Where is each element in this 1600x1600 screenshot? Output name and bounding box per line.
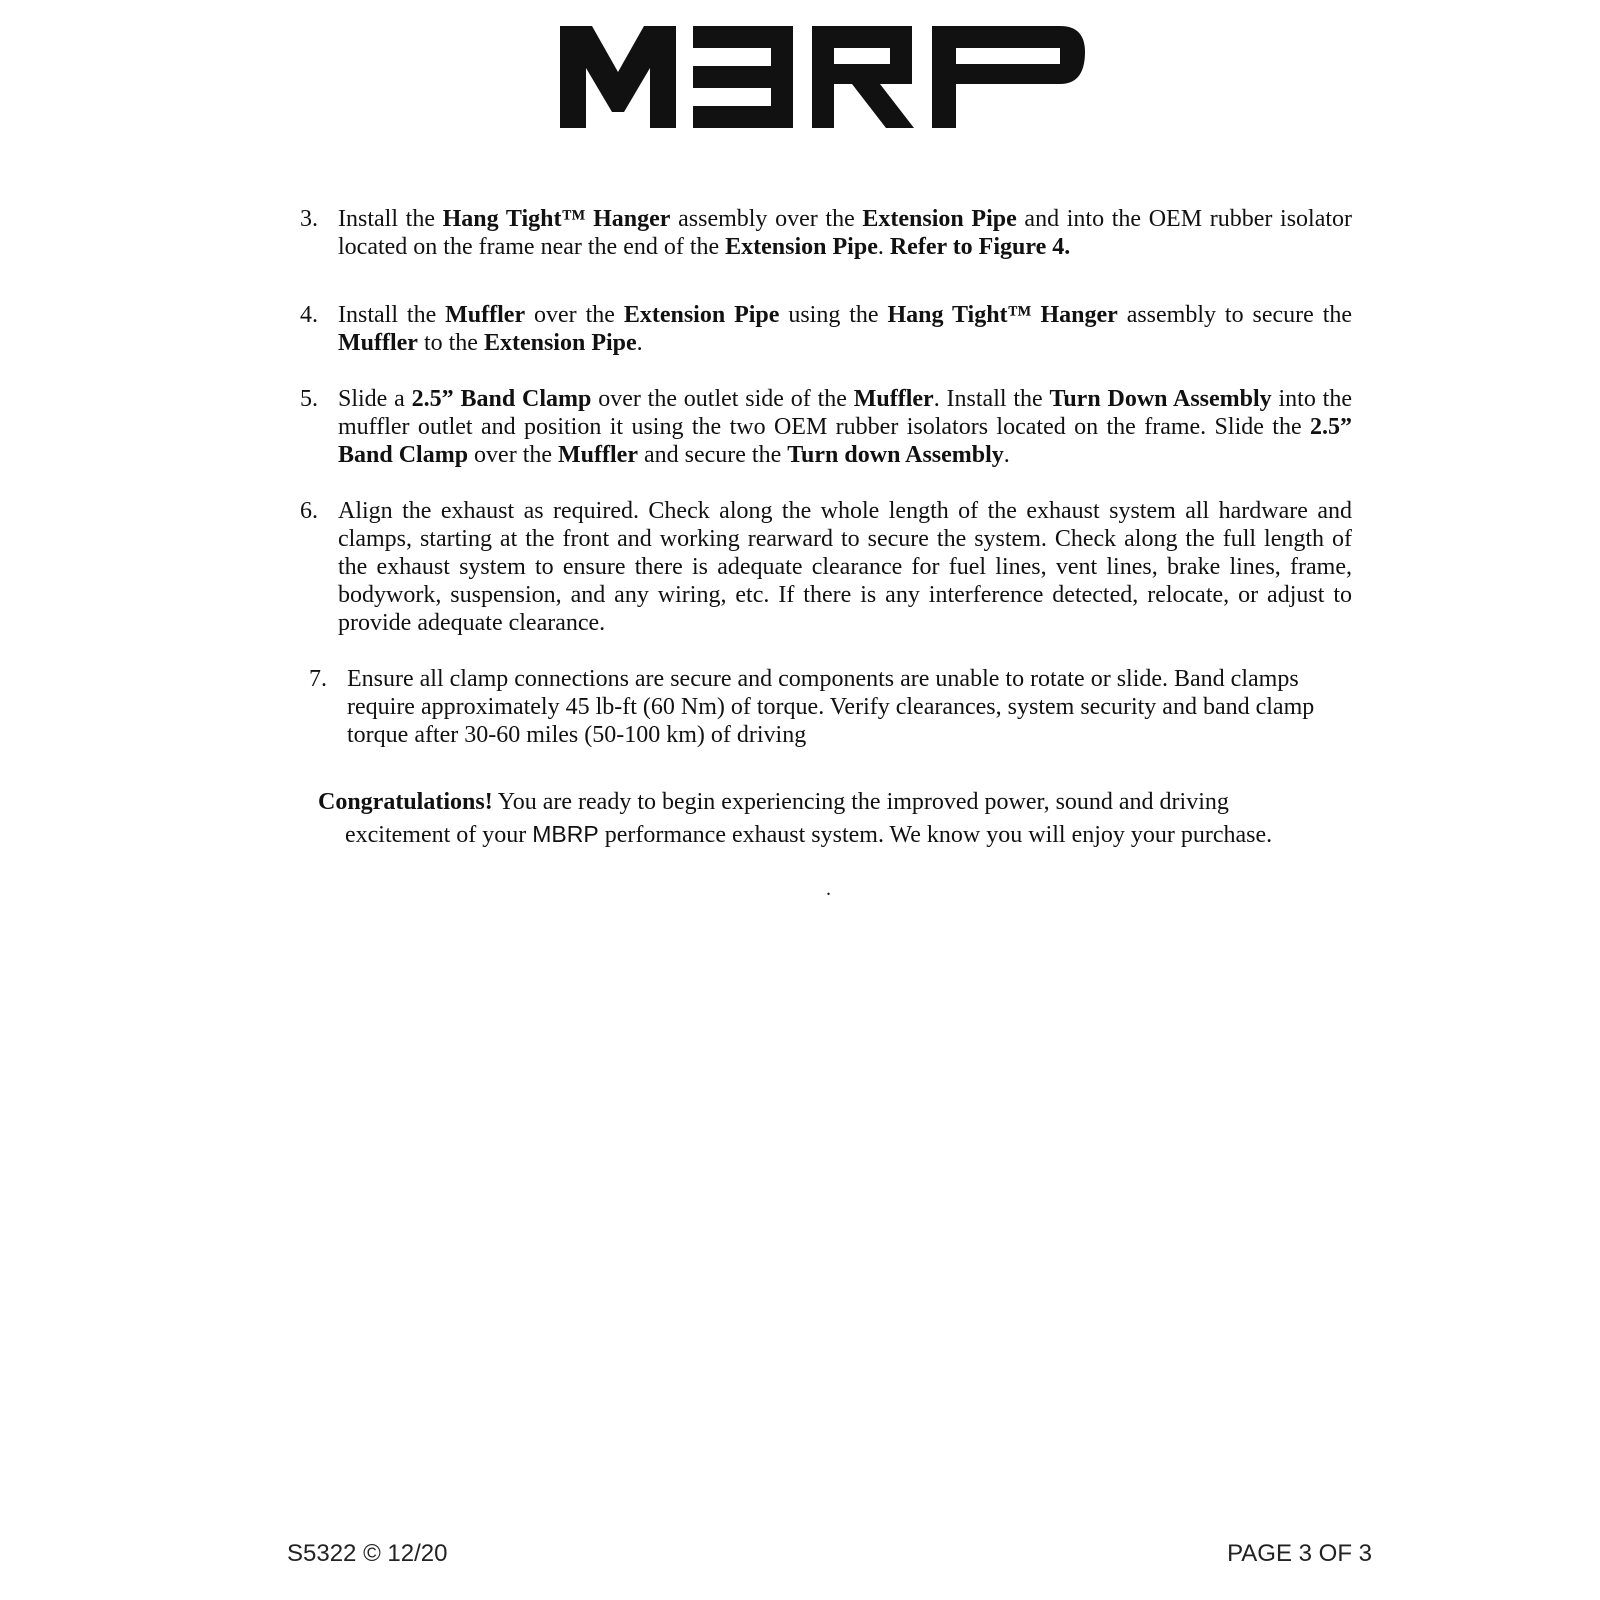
step-text [347, 665, 1352, 749]
step-text-run: Install the [338, 206, 443, 232]
congrats-lead: Congratulations! [318, 789, 493, 815]
bold-term: 2.5” Band Clamp [338, 414, 1352, 468]
step-text-run: and secure the [637, 442, 788, 468]
step-text-run: assembly over the [670, 206, 863, 232]
step-text-run: Ensure all clamp connections are secure and components are unable to rotate or slide. Band clamps require approximately 45 lb-ft (60 Nm) of torque. Verify clearances, system security and band clamp torque after 30-60 miles (50-100 km) of driving [347, 666, 1315, 748]
bold-term: 2.5” Band Clamp [411, 386, 592, 412]
instruction-steps [300, 205, 1352, 749]
congrats-brand: MBRP [532, 821, 599, 847]
step-number: 4. [300, 302, 318, 328]
bold-term: Muffler [853, 386, 934, 412]
step-text-run: into the muffler outlet and position it using the two OEM rubber isolators located on the frame. Slide the [338, 386, 1352, 440]
step-text [338, 385, 1352, 497]
step-text-run: Slide a [338, 386, 412, 412]
step-text [338, 497, 1352, 665]
step-text-run: using the [779, 302, 888, 328]
step-text-run: assembly to secure the [1117, 302, 1353, 328]
step-text-run: to the [417, 330, 484, 356]
step-number: 3. [300, 206, 318, 232]
step-3 [300, 205, 1352, 301]
step-text-run: and into the OEM rubber isolator located on the frame near the end of the [338, 206, 1353, 260]
step-text-run: over the outlet side of the [591, 386, 854, 412]
bold-term: Extension Pipe [725, 234, 878, 260]
step-text [338, 301, 1352, 385]
congrats-text-1: You are ready to begin experiencing the improved power, sound and driving [492, 789, 1229, 815]
bold-term: Extension Pipe [623, 302, 780, 328]
step-number: 6. [300, 498, 318, 524]
step-number: 5. [300, 386, 318, 412]
bold-term: Hang Tight™ Hanger [887, 302, 1118, 328]
step-5 [300, 385, 1352, 497]
step-number: 7. [309, 666, 327, 692]
bold-term: Refer to Figure 4. [889, 234, 1071, 260]
bold-term: Muffler [558, 442, 638, 468]
bold-term: Turn down Assembly [787, 442, 1004, 468]
step-6 [300, 497, 1352, 665]
step-text-run: . [1003, 442, 1010, 468]
step-text-run: . [877, 234, 890, 260]
congrats-line-2 [318, 818, 1358, 851]
step-7 [300, 665, 1352, 749]
document-code: S5322 © 12/20 [287, 1540, 448, 1567]
step-text-run: . Install the [933, 386, 1050, 412]
step-text [338, 205, 1352, 301]
bold-term: Extension Pipe [862, 206, 1017, 232]
bold-term: Extension Pipe [483, 330, 637, 356]
congratulations-message [318, 786, 1358, 851]
stray-dot: . [826, 878, 831, 900]
bold-term: Muffler [338, 330, 418, 356]
step-text-run: Install the [338, 302, 446, 328]
step-text-run: over the [525, 302, 624, 328]
step-text-run: over the [468, 442, 559, 468]
bold-term: Hang Tight™ Hanger [442, 206, 671, 232]
congrats-text-2b: performance exhaust system. We know you will enjoy your purchase. [598, 822, 1273, 848]
page-number: PAGE 3 OF 3 [1227, 1540, 1372, 1567]
congrats-line-1 [318, 786, 1358, 818]
step-text-run: . [636, 330, 643, 356]
bold-term: Turn Down Assembly [1049, 386, 1272, 412]
congrats-text-2a: excitement of your [345, 822, 533, 848]
mbrp-logo [560, 26, 1090, 128]
bold-term: Muffler [445, 302, 526, 328]
step-text-run: Align the exhaust as required. Check along the whole length of the exhaust system all hardware and clamps, starting at the front and working rearward to secure the system. Check along the full length of the exhaust system to ensure there is adequate clearance for fuel lines, vent lines, brake lines, frame, bodywork, suspension, and any wiring, etc. If there is any interference detected, relocate, or adjust to provide adequate clearance. [338, 498, 1352, 636]
step-4 [300, 301, 1352, 385]
